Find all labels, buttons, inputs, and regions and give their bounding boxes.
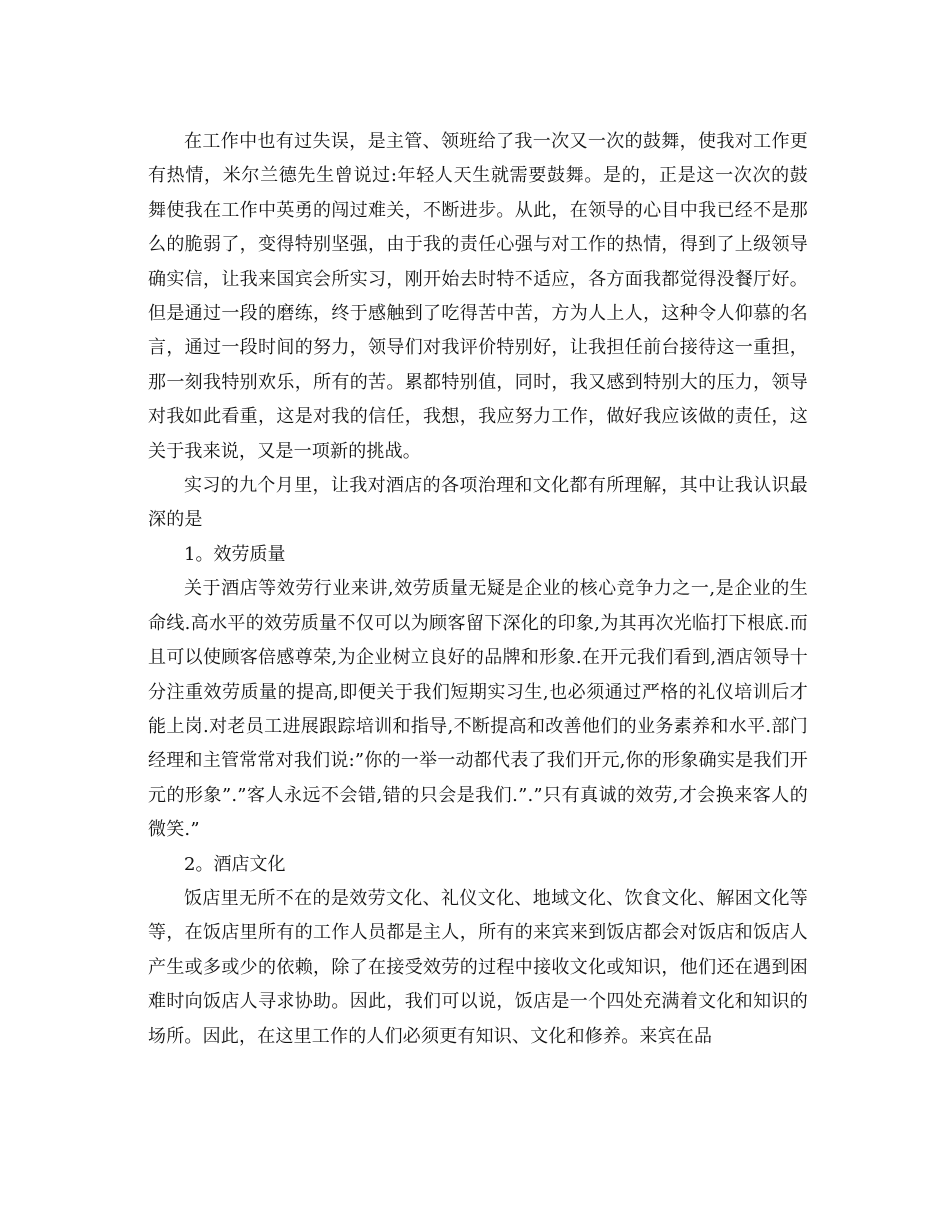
document-page xyxy=(148,125,808,1054)
paragraph-mistakes-encouragement: 在工作中也有过失误，是主管、领班给了我一次又一次的鼓舞，使我对工作更有热情，米尔兰德先生曾说过:年轻人天生就需要鼓舞。是的，正是这一次次的鼓舞使我在工作中英勇的闯过难关，不断进步。从此，在领导的心目中我已经不是那么的脆弱了，变得特别坚强，由于我的责任心强与对工作的热情，得到了上级领导确实信，让我来国宾会所实习，刚开始去时特不适应，各方面我都觉得没餐厅好。但是通过一段的磨练，终于感触到了吃得苦中苦，方为人上人，这种令人仰慕的名言，通过一段时间的努力，领导们对我评价特别好，让我担任前台接待这一重担，那一刻我特别欢乐，所有的苦。累都特别值，同时，我又感到特别大的压力，领导对我如此看重，这是对我的信任，我想，我应努力工作，做好我应该做的责任，这关于我来说，又是一项新的挑战。 xyxy=(148,131,808,462)
paragraph-service-quality: 关于酒店等效劳行业来讲,效劳质量无疑是企业的核心竞争力之一,是企业的生命线.高水平的效劳质量不仅可以为顾客留下深化的印象,为其再次光临打下根底.而且可以使顾客倍感尊荣,为企业树立良好的品牌和形象.在开元我们看到,酒店领导十分注重效劳质量的提高,即便关于我们短期实习生,也必须通过严格的礼仪培训后才能上岗.对老员工进展跟踪培训和指导,不断提高和改善他们的业务素养和水平.部门经理和主管常常对我们说:”你的一举一动都代表了我们开元,你的形象确实是我们开元的形象”.”客人永远不会错,错的只会是我们.”.”只有真诚的效劳,才会换来客人的微笑.” xyxy=(148,578,808,841)
section-heading-hotel-culture: 2。酒店文化 xyxy=(184,853,286,875)
paragraph-hotel-culture: 饭店里无所不在的是效劳文化、礼仪文化、地域文化、饮食文化、解困文化等等，在饭店里所有的工作人员都是主人，所有的来宾来到饭店都会对饭店和饭店人产生或多或少的依赖，除了在接受效劳的过程中接收文化或知识，他们还在遇到困难时向饭店人寻求协助。因此，我们可以说，饭店是一个四处充满着文化和知识的场所。因此，在这里工作的人们必须更有知识、文化和修养。来宾在品 xyxy=(148,887,808,1047)
section-heading-service-quality: 1。效劳质量 xyxy=(184,543,286,565)
paragraph-internship-understanding: 实习的九个月里，让我对酒店的各项治理和文化都有所理解，其中让我认识最深的是 xyxy=(148,475,808,531)
